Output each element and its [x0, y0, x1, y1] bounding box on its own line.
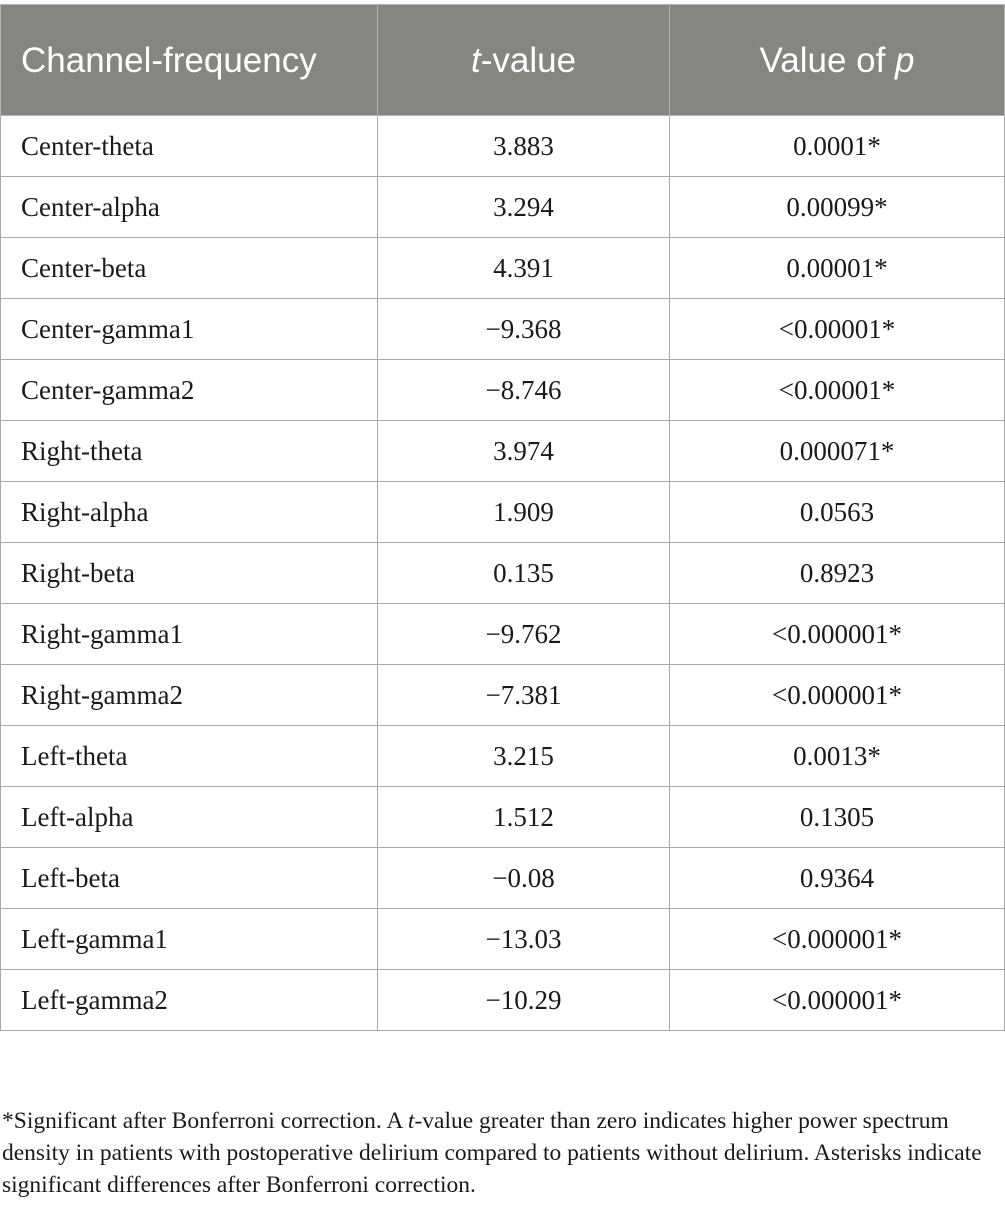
cell-channel-frequency: Center-theta	[1, 116, 378, 177]
cell-t-value: −13.03	[378, 909, 670, 970]
cell-p-value: 0.1305	[670, 787, 1005, 848]
cell-p-value: 0.0563	[670, 482, 1005, 543]
header-t-italic: t	[470, 40, 481, 80]
cell-t-value: 3.294	[378, 177, 670, 238]
header-p-value	[670, 5, 1005, 116]
table-row	[1, 299, 1005, 360]
cell-p-value: 0.8923	[670, 543, 1005, 604]
footnote-text	[2, 1105, 992, 1201]
table-footnote	[2, 1105, 992, 1201]
cell-t-value: −0.08	[378, 848, 670, 909]
cell-channel-frequency: Right-gamma1	[1, 604, 378, 665]
cell-p-value: <0.000001*	[670, 970, 1005, 1031]
header-channel-frequency: Channel-frequency	[1, 5, 378, 116]
cell-p-value: <0.00001*	[670, 299, 1005, 360]
table-row	[1, 177, 1005, 238]
table-row	[1, 970, 1005, 1031]
table-header	[1, 5, 1005, 116]
cell-p-value: 0.00099*	[670, 177, 1005, 238]
table-row	[1, 848, 1005, 909]
cell-p-value: <0.000001*	[670, 665, 1005, 726]
cell-channel-frequency: Left-gamma1	[1, 909, 378, 970]
cell-channel-frequency: Right-gamma2	[1, 665, 378, 726]
table-row	[1, 360, 1005, 421]
footnote-italic-t: t	[407, 1108, 415, 1134]
header-t-value	[378, 5, 670, 116]
header-t-rest: -value	[480, 40, 577, 80]
table-row	[1, 116, 1005, 177]
cell-t-value: −9.368	[378, 299, 670, 360]
cell-p-value: 0.0013*	[670, 726, 1005, 787]
cell-p-value: 0.000071*	[670, 421, 1005, 482]
cell-channel-frequency: Center-gamma2	[1, 360, 378, 421]
cell-channel-frequency: Right-alpha	[1, 482, 378, 543]
footnote-part2: -value greater than zero indicates higher power spectrum density in patients with postoperative delirium compared to patients without delirium. Asterisks indicate significant differences after Bonferroni correction.	[2, 1108, 982, 1198]
footnote-part1: *Significant after Bonferroni correction. A	[2, 1108, 408, 1134]
table-row	[1, 421, 1005, 482]
cell-p-value: <0.00001*	[670, 360, 1005, 421]
table-row	[1, 726, 1005, 787]
header-row	[1, 5, 1005, 116]
cell-p-value: 0.0001*	[670, 116, 1005, 177]
table-row	[1, 238, 1005, 299]
cell-t-value: 4.391	[378, 238, 670, 299]
cell-channel-frequency: Center-gamma1	[1, 299, 378, 360]
table-row	[1, 787, 1005, 848]
cell-channel-frequency: Center-alpha	[1, 177, 378, 238]
table-row	[1, 604, 1005, 665]
cell-channel-frequency: Left-theta	[1, 726, 378, 787]
cell-t-value: −8.746	[378, 360, 670, 421]
cell-p-value: 0.00001*	[670, 238, 1005, 299]
cell-t-value: 3.215	[378, 726, 670, 787]
results-table	[0, 4, 1005, 1031]
table-row	[1, 909, 1005, 970]
cell-p-value: <0.000001*	[670, 604, 1005, 665]
table-row	[1, 543, 1005, 604]
cell-t-value: 0.135	[378, 543, 670, 604]
cell-t-value: −10.29	[378, 970, 670, 1031]
header-p-italic: p	[895, 40, 915, 80]
cell-p-value: 0.9364	[670, 848, 1005, 909]
cell-channel-frequency: Right-theta	[1, 421, 378, 482]
cell-t-value: −9.762	[378, 604, 670, 665]
cell-p-value: <0.000001*	[670, 909, 1005, 970]
cell-channel-frequency: Right-beta	[1, 543, 378, 604]
cell-channel-frequency: Center-beta	[1, 238, 378, 299]
cell-t-value: 1.909	[378, 482, 670, 543]
cell-t-value: 3.883	[378, 116, 670, 177]
cell-t-value: 1.512	[378, 787, 670, 848]
cell-channel-frequency: Left-alpha	[1, 787, 378, 848]
cell-t-value: −7.381	[378, 665, 670, 726]
cell-channel-frequency: Left-beta	[1, 848, 378, 909]
table-row	[1, 482, 1005, 543]
table-body	[1, 116, 1005, 1031]
header-p-prefix: Value of	[759, 40, 896, 80]
table-row	[1, 665, 1005, 726]
cell-t-value: 3.974	[378, 421, 670, 482]
cell-channel-frequency: Left-gamma2	[1, 970, 378, 1031]
